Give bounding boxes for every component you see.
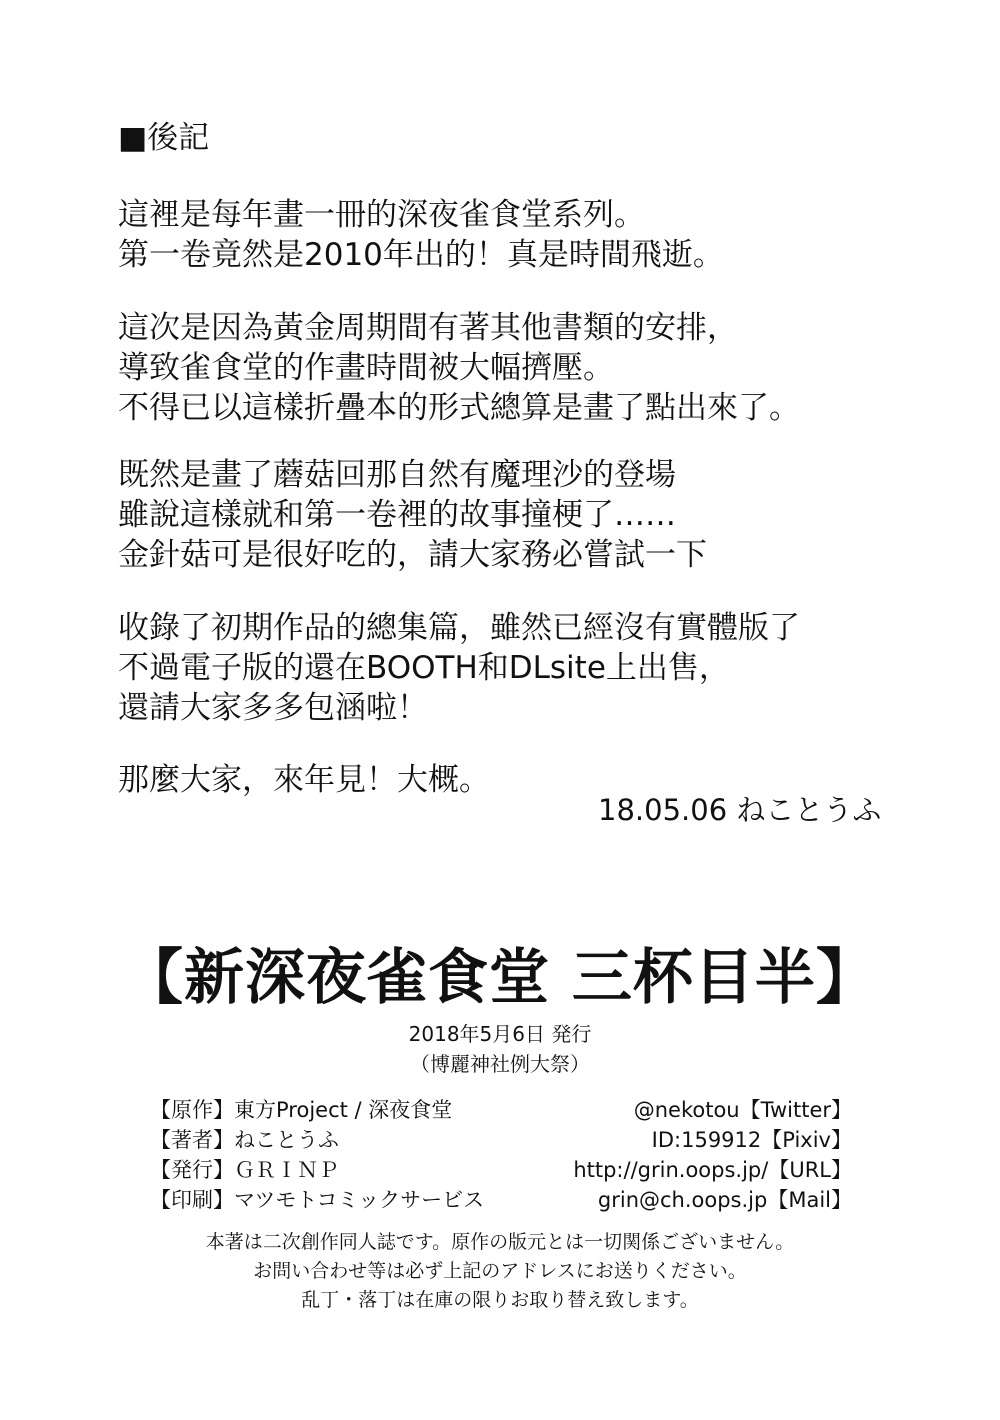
notice-line: 本著は二次創作同人誌です。原作の版元とは一切関係ございません。 <box>205 1231 795 1253</box>
credit-label: 【著者】ねことうふ <box>150 1128 339 1152</box>
afterword-paragraph <box>118 195 724 275</box>
afterword-paragraph <box>118 608 800 728</box>
credit-label: 【発行】ＧＲＩＮＰ <box>150 1158 339 1182</box>
afterword-signature: 18.05.06 ねことうふ <box>598 793 882 827</box>
publication-date: 2018年5月6日 発行 <box>408 1022 592 1046</box>
afterword-line: 收錄了初期作品的總集篇，雖然已經沒有實體版了 <box>118 610 800 646</box>
afterword-paragraph <box>118 760 490 800</box>
afterword-paragraph <box>118 455 707 575</box>
credit-label: 【印刷】マツモトコミックサービス <box>150 1188 485 1212</box>
credit-contact: grin@ch.oops.jp【Mail】 <box>597 1188 852 1212</box>
afterword-heading: ■後記 <box>118 120 210 156</box>
notice-line: 乱丁・落丁は在庫の限りお取り替え致します。 <box>301 1289 699 1311</box>
afterword-line: 這次是因為黃金周期間有著其他書類的安排， <box>118 310 738 346</box>
afterword-line: 不過電子版的還在BOOTH和DLsite上出售， <box>118 650 730 686</box>
afterword-line: 既然是畫了蘑菇回那自然有魔理沙的登場 <box>118 457 676 493</box>
notices-block <box>0 1228 1000 1315</box>
notice-line: お問い合わせ等は必ず上記のアドレスにお送りください。 <box>253 1260 747 1282</box>
credit-contact: ID:159912【Pixiv】 <box>651 1128 852 1152</box>
publication-event: （博麗神社例大祭） <box>410 1052 590 1076</box>
afterword-line: 雖說這樣就和第一卷裡的故事撞梗了…… <box>118 497 676 533</box>
credit-row-printer <box>150 1185 852 1215</box>
credit-row-original <box>150 1095 852 1125</box>
afterword-line: 還請大家多多包涵啦！ <box>118 690 428 726</box>
afterword-paragraph <box>118 308 800 428</box>
afterword-line: 導致雀食堂的作畫時間被大幅擠壓。 <box>118 350 614 386</box>
afterword-line: 那麼大家，來年見！大概。 <box>118 762 490 798</box>
afterword-line: 不得已以這樣折疊本的形式總算是畫了點出來了。 <box>118 390 800 426</box>
afterword-line: 這裡是每年畫一冊的深夜雀食堂系列。 <box>118 197 645 233</box>
colophon-title: 【新深夜雀食堂 三杯目半】 <box>123 943 877 1013</box>
credits-block <box>150 1095 852 1215</box>
credit-row-author <box>150 1125 852 1155</box>
credit-contact: @nekotou【Twitter】 <box>633 1098 852 1122</box>
credit-label: 【原作】東方Project / 深夜食堂 <box>150 1098 453 1122</box>
credit-row-publisher <box>150 1155 852 1185</box>
afterword-line: 金針菇可是很好吃的，請大家務必嘗試一下 <box>118 537 707 573</box>
afterword-line: 第一卷竟然是2010年出的！真是時間飛逝。 <box>118 237 724 273</box>
credit-contact: http://grin.oops.jp/【URL】 <box>573 1158 852 1182</box>
